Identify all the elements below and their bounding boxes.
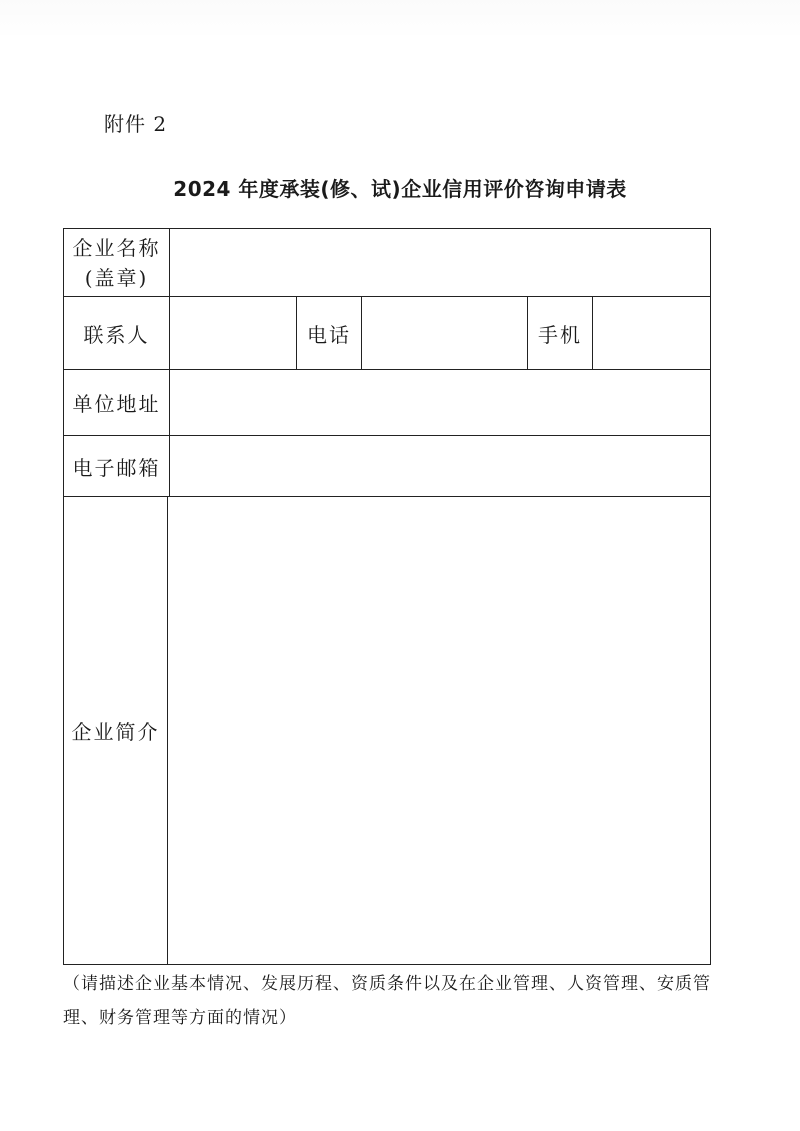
company-name-label-line1: 企业名称 [72,235,161,260]
attachment-label: 附件 2 [104,112,168,136]
address-label: 单位地址 [64,370,170,435]
intro-field[interactable] [168,497,710,964]
intro-instructions-note: （请描述企业基本情况、发展历程、资质条件以及在企业管理、人资管理、安质管理、财务管理等方面的情况） [63,974,711,1028]
email-label: 电子邮箱 [64,436,170,496]
application-form-table [63,228,711,965]
scan-edge-shadow [0,0,800,40]
mobile-field[interactable] [593,297,710,369]
phone-label: 电话 [297,297,362,369]
email-field[interactable] [170,436,710,496]
email-row [64,436,710,497]
company-name-label-line2: (盖章) [84,265,149,290]
intro-row [64,497,710,964]
company-name-row [64,229,710,297]
phone-field[interactable] [362,297,528,369]
contact-label: 联系人 [64,297,170,369]
contact-row [64,297,710,370]
mobile-label: 手机 [528,297,593,369]
intro-label: 企业简介 [64,497,168,964]
contact-field[interactable] [170,297,297,369]
address-row [64,370,710,436]
company-name-field[interactable] [170,229,710,296]
form-title: 2024 年度承装(修、试)企业信用评价咨询申请表 [173,177,627,201]
address-field[interactable] [170,370,710,435]
company-name-label [64,229,170,296]
